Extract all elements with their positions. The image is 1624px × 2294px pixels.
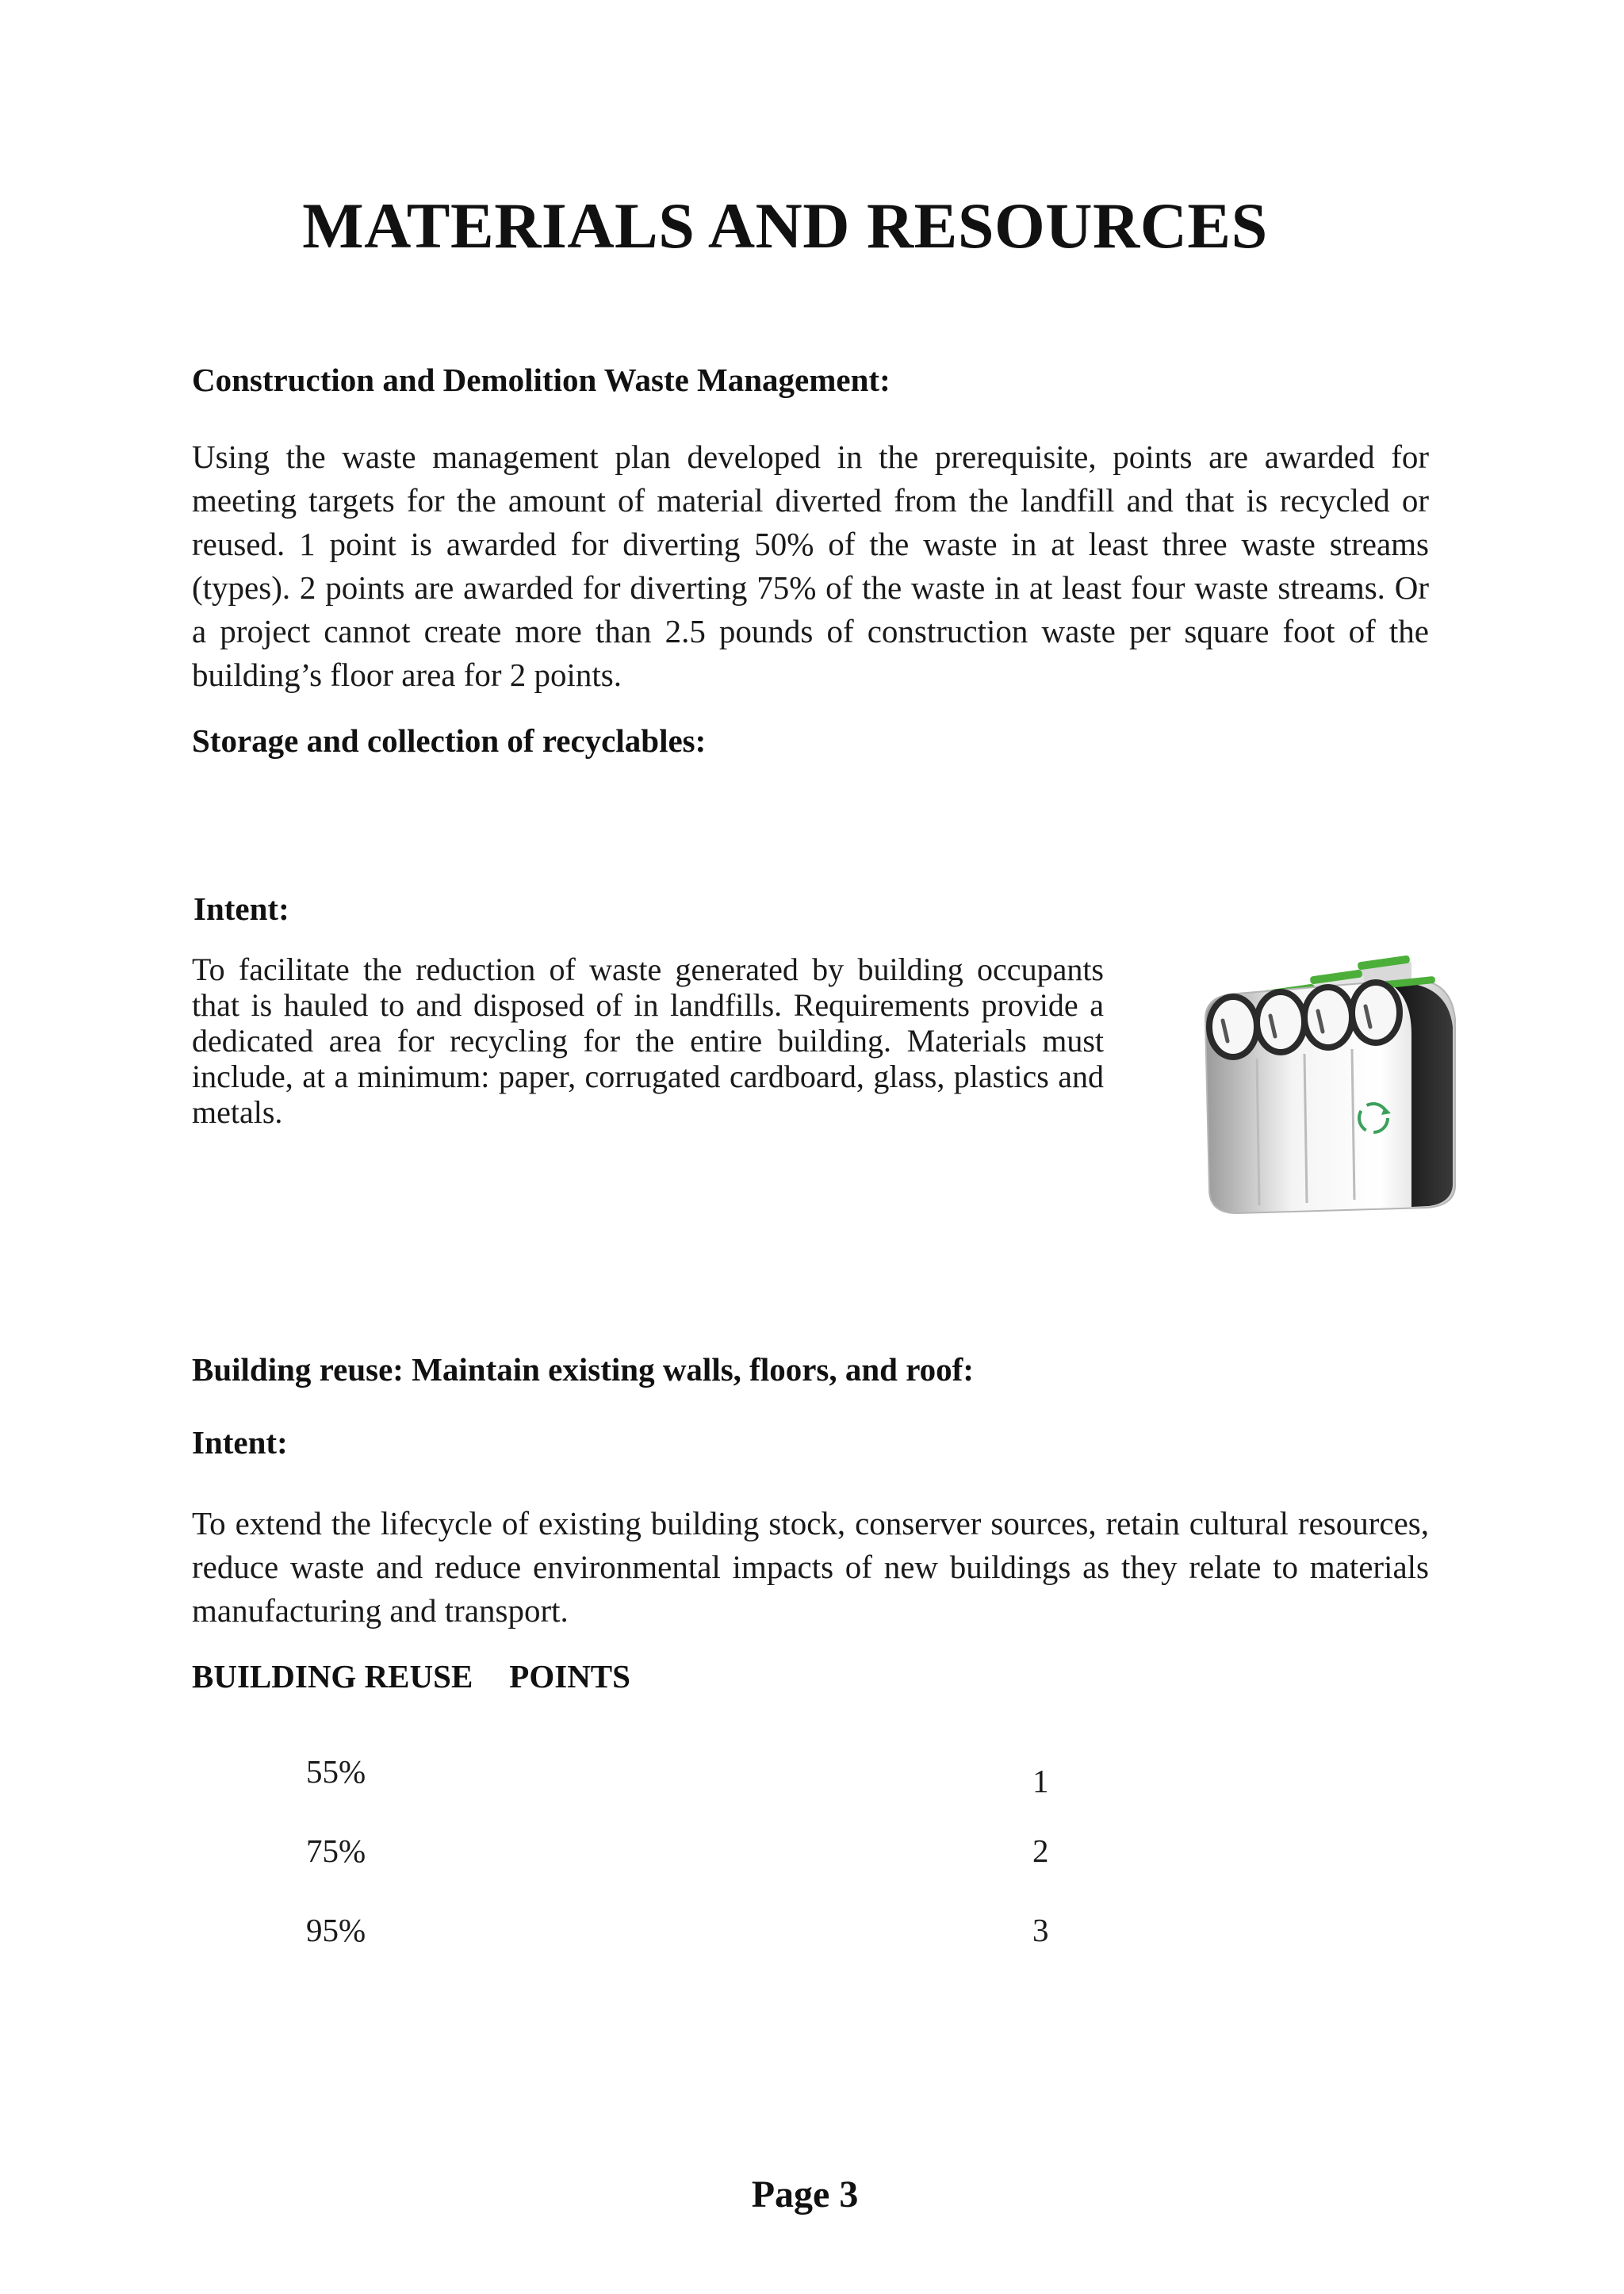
reuse-percent-cell: 95% (306, 1912, 366, 1948)
section-heading-waste-management: Construction and Demolition Waste Management: (192, 362, 891, 398)
section-body-building-reuse: To extend the lifecycle of existing building stock, conserver sources, retain cultural resources, reduce waste and reduce environmental impacts of new buildings as they relate to materials manufacturing and transport. (192, 1505, 1429, 1629)
page-number: Page 3 (751, 2173, 859, 2215)
section-heading-building-reuse: Building reuse: Maintain existing walls, floors, and roof: (192, 1351, 974, 1388)
header-building-reuse: BUILDING REUSE (192, 1658, 473, 1695)
intent-label-recyclables: Intent: (193, 890, 289, 927)
reuse-points-cell: 2 (1032, 1833, 1049, 1869)
header-points: POINTS (509, 1658, 630, 1695)
intent-label-building-reuse: Intent: (192, 1424, 288, 1461)
page-title: MATERIALS AND RESOURCES (302, 190, 1268, 262)
section-body-waste-management: Using the waste management plan developed in the prerequisite, points are awarded for meeting targets for the amount of material diverted from the landfill and that is recycled or reused. 1 point is awarded for diverting 50% of the waste in at least three waste streams (types). 2 points are awarded for diverting 75% of the waste in at least four waste streams. Or a project cannot create more than 2.5 pounds of construction waste per square foot of the building’s floor area for 2 points. (192, 439, 1429, 693)
reuse-points-cell: 1 (1032, 1763, 1049, 1799)
reuse-percent-cell: 55% (306, 1753, 366, 1790)
recycling-bins-image (1174, 948, 1475, 1217)
reuse-percent-cell: 75% (306, 1833, 366, 1869)
section-body-recyclables: To facilitate the reduction of waste generated by building occupants that is hauled to and disposed of in landfills. Requirements provide a dedicated area for recycling for the entire building. Materials must include, at a minimum: paper, corrugated cardboard, glass, plastics and metals. (192, 952, 1104, 1130)
reuse-points-cell: 3 (1032, 1912, 1049, 1948)
reuse-table-header (192, 1657, 630, 1695)
section-heading-recyclables: Storage and collection of recyclables: (192, 722, 707, 759)
